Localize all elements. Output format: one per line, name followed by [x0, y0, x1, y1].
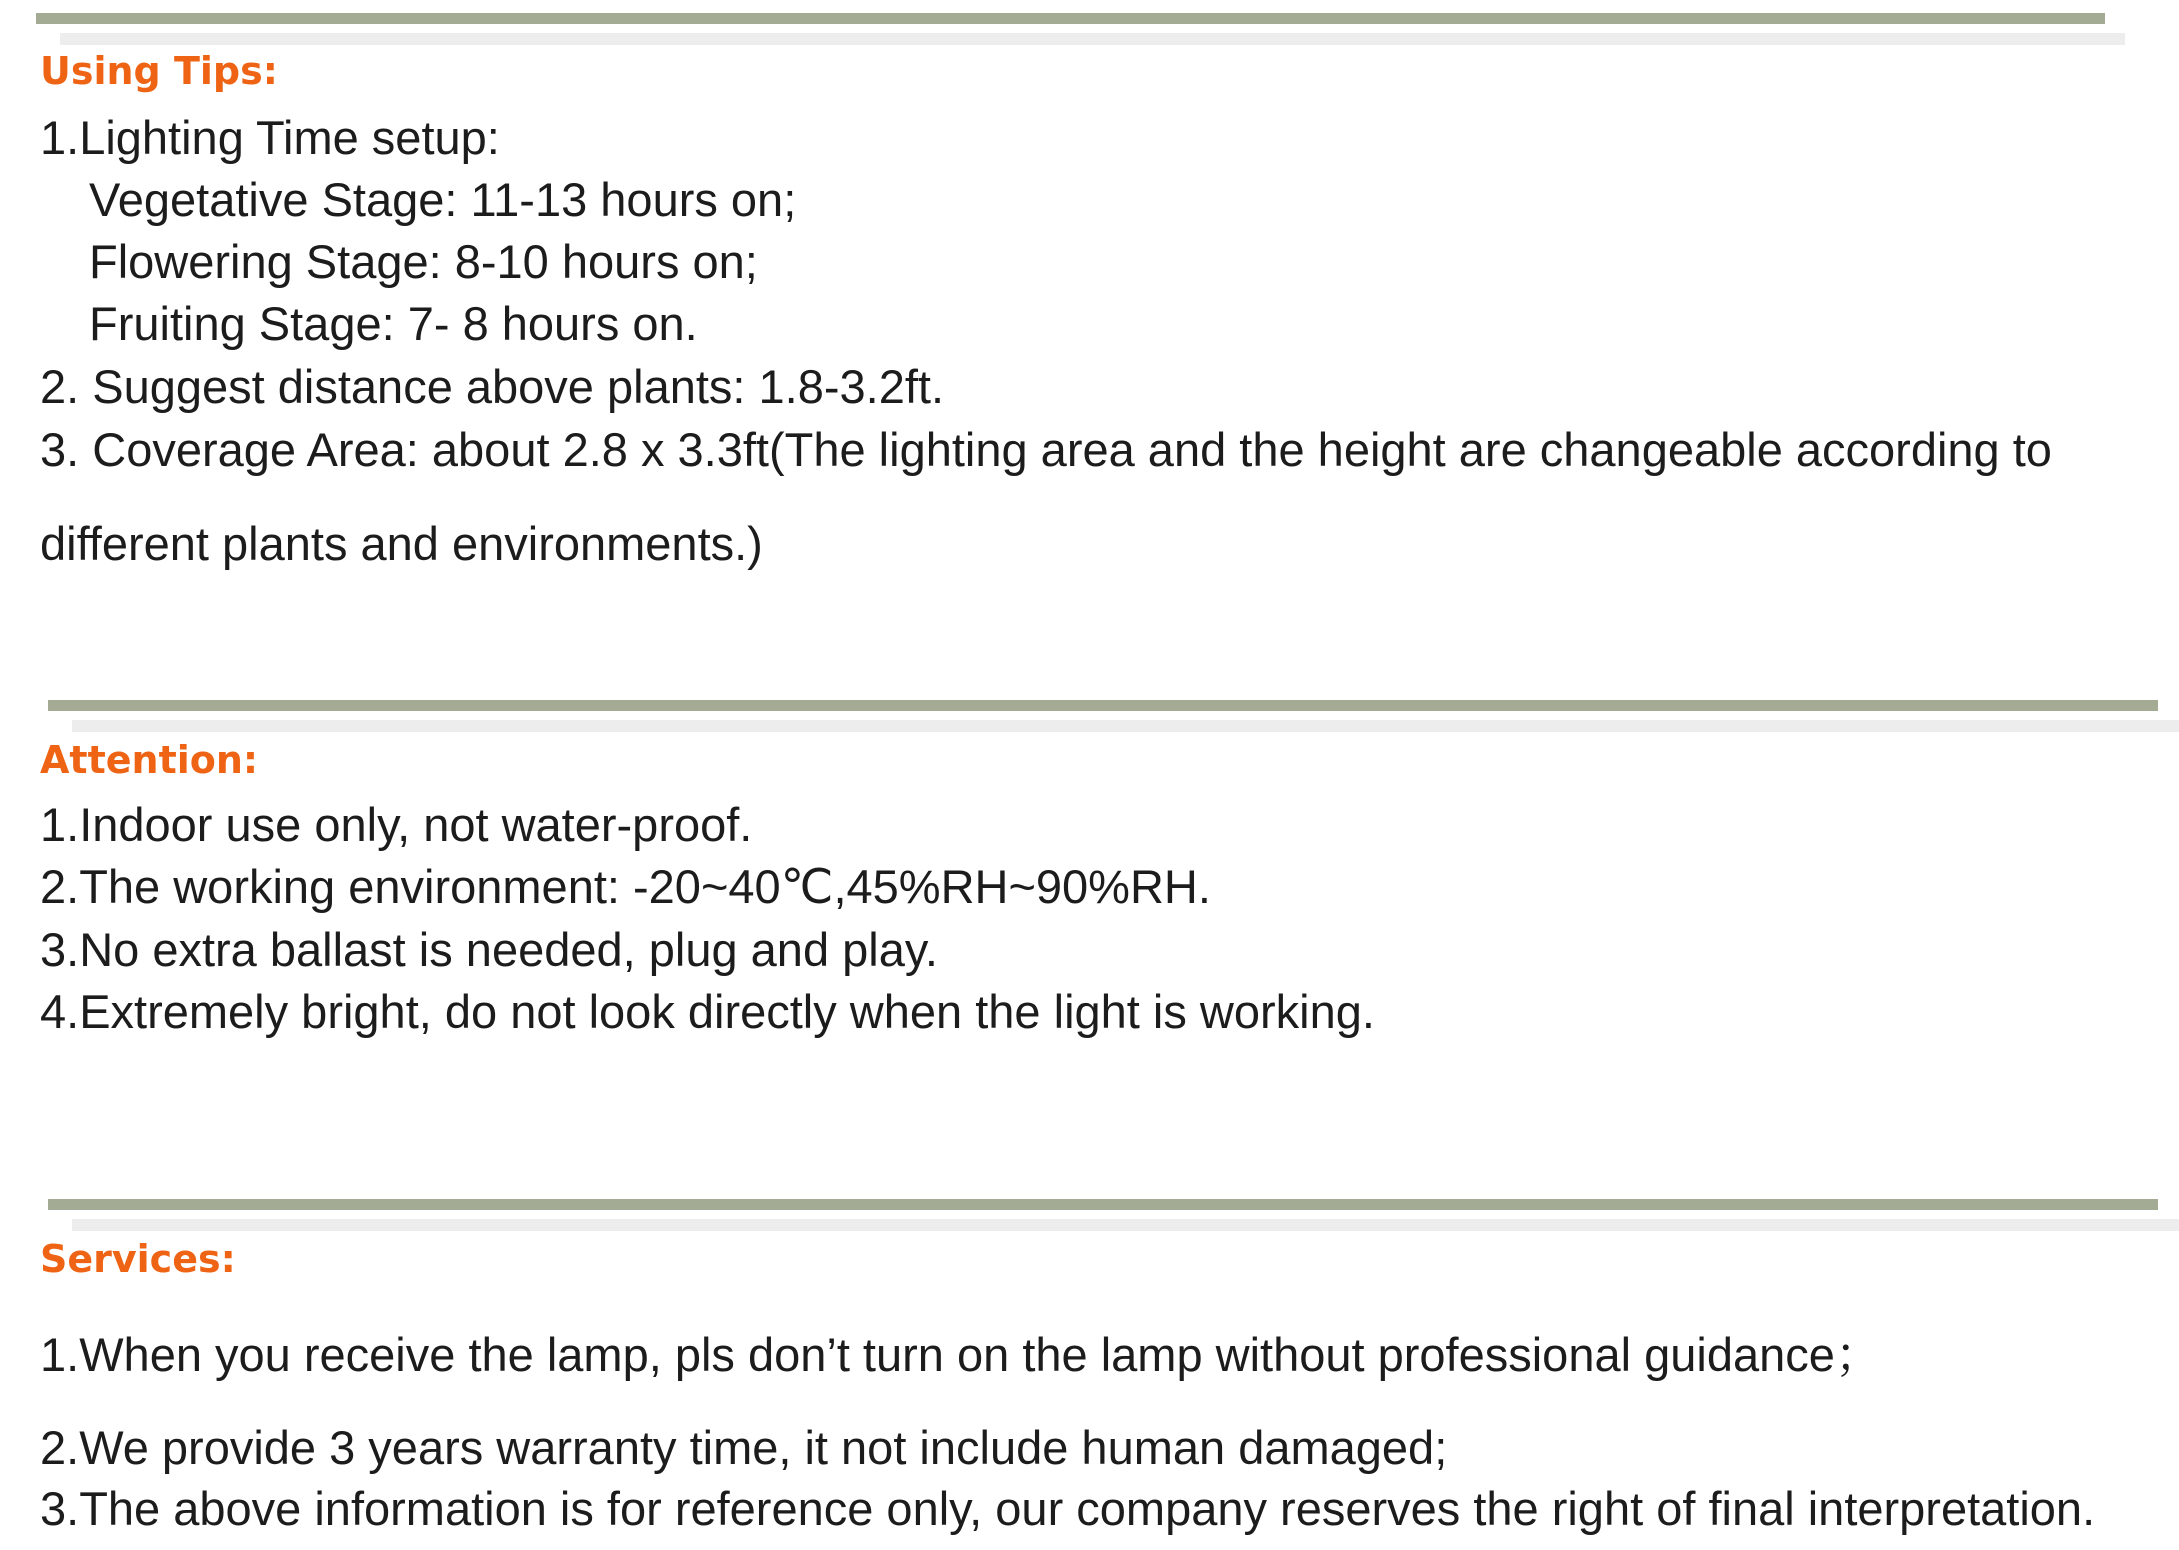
services-line: 3.The above information is for reference only, our company reserves the right of final interpretation.: [40, 1482, 2096, 1535]
services-line: 2.We provide 3 years warranty time, it not include human damaged;: [40, 1421, 1448, 1474]
tips-line: different plants and environments.): [40, 517, 763, 570]
tips-line: Flowering Stage: 8-10 hours on;: [89, 235, 758, 288]
attention-line: 4.Extremely bright, do not look directly when the light is working.: [40, 985, 1375, 1038]
tips-line: 3. Coverage Area: about 2.8 x 3.3ft(The lighting area and the height are changeable according to: [40, 423, 2052, 476]
attention-heading: Attention:: [40, 738, 259, 782]
services-line: 1.When you receive the lamp, pls don’t turn on the lamp without professional guidance；: [40, 1328, 1882, 1381]
tips-line: 1.Lighting Time setup:: [40, 111, 500, 164]
attention-line: 3.No extra ballast is needed, plug and play.: [40, 923, 938, 976]
using-tips-heading: Using Tips:: [40, 49, 278, 93]
attention-line: 2.The working environment: -20~40℃,45%RH~90%RH.: [40, 860, 1211, 913]
attention-line: 1.Indoor use only, not water-proof.: [40, 798, 753, 851]
tips-line: Vegetative Stage: 11-13 hours on;: [89, 173, 797, 226]
divider-shadow: [60, 33, 2125, 45]
divider-bar: [48, 1199, 2158, 1210]
divider-shadow: [72, 720, 2179, 732]
services-heading: Services:: [40, 1237, 236, 1281]
divider-shadow: [72, 1219, 2179, 1231]
divider-bar: [48, 700, 2158, 711]
tips-line: Fruiting Stage: 7- 8 hours on.: [89, 297, 698, 350]
divider-bar: [36, 13, 2105, 24]
tips-line: 2. Suggest distance above plants: 1.8-3.2ft.: [40, 360, 945, 413]
